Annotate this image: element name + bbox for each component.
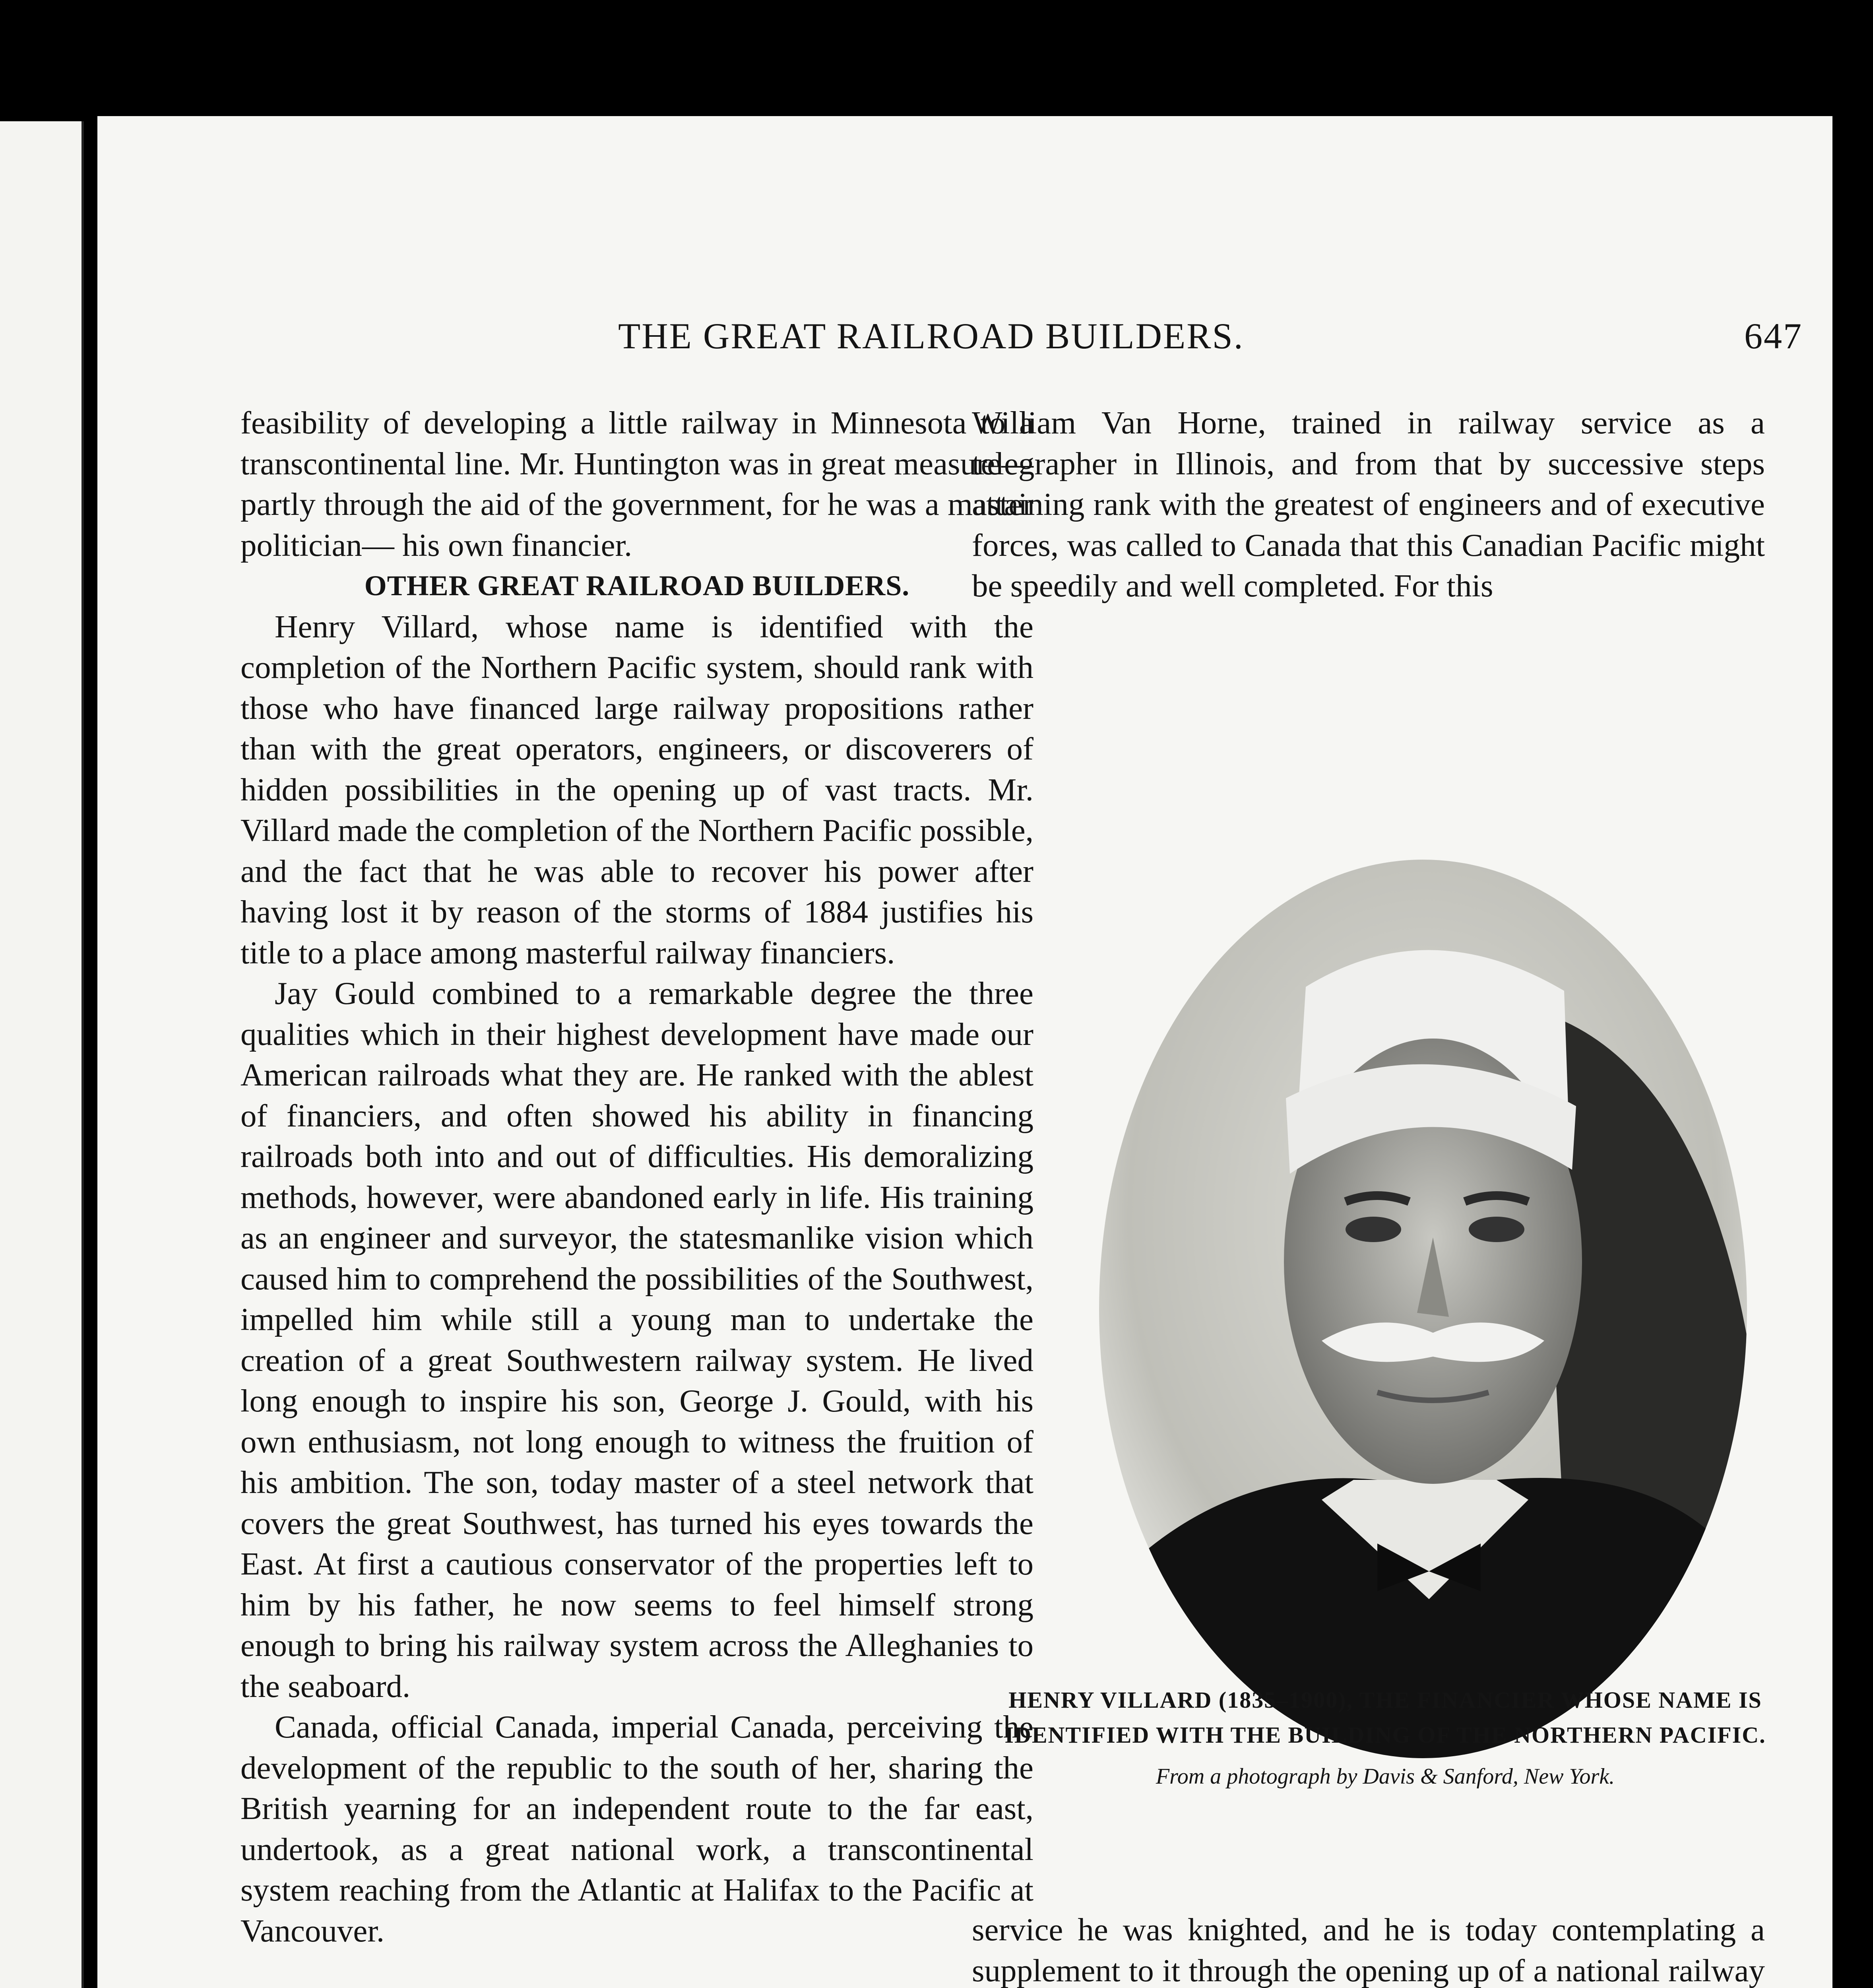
paragraph: service he was knighted, and he is today contemplating a supplement to it through the opening up of a national railway (972, 1912, 1765, 1988)
photo-credit: From a photograph by Davis & Sanford, New York. (1156, 1764, 1615, 1789)
right-column-bottom (972, 1909, 1765, 1988)
running-head: THE GREAT RAILROAD BUILDERS. (618, 316, 1244, 356)
paragraph: Canada, official Canada, imperial Canada, perceiving the development of the republic to the south of her, sharing the British yearning for an independent route to the far east, undertook, as a great national work, a transcontinental system reaching from the Atlantic at Halifax to the Pacific at Vancouver. (240, 1709, 1033, 1949)
section-heading: OTHER GREAT RAILROAD BUILDERS. (364, 570, 910, 602)
left-column (240, 402, 1033, 1951)
paragraph: Henry Villard, whose name is identified with the completion of the Northern Pacific system, should rank with those who have financed large railway propositions rather than with the great operators, engineers, or discoverers of hidden possibilities in the opening up of vast tracts. Mr. Villard made the completion of the Northern Pacific possible, and the fact that he was able to recover his power after having lost it by reason of the storms of 1884 justifies his title to a place among masterful railway financiers. (240, 608, 1033, 971)
paragraph: Jay Gould combined to a remarkable degree the three qualities which in their highest development have made our American railroads what they are. He ranked with the ablest of financiers, and often showed his ability in financing railroads both into and out of difficulties. His demoralizing methods, however, were abandoned early in life. His training as an engineer and surveyor, the statesmanlike vision which caused him to comprehend the possibilities of the Southwest, impelled him while still a young man to undertake the creation of a great Southwestern railway system. He lived long enough to inspire his son, George J. Gould, with his own enthusiasm, not long enough to witness the fruition of his ambition. The son, today master of a steel network that covers the great Southwest, has turned his eyes towards the East. At first a cautious conservator of the properties left to him by his father, he now seems to feel himself strong enough to bring his railway system across the Alleghanies to the seaboard. (240, 975, 1033, 1704)
page-number: 647 (1744, 316, 1803, 356)
portrait-figure (972, 720, 1799, 1893)
page-header (618, 315, 1803, 359)
paragraph: feasibility of developing a little railway in Minnesota to a transcontinental line. Mr. Huntington was in great measure— partly through the aid of the government, for he was a master politician— his own financier. (240, 405, 1033, 563)
book-page (97, 116, 1832, 1988)
previous-page-edge (0, 121, 84, 1988)
portrait-photo (1099, 860, 1747, 1758)
caption-text: HENRY VILLARD (1835–1900), THE FINANCIER WHOSE NAME IS IDENTIFIED WITH THE BUILDING OF THE NORTHERN PACIFIC. (1004, 1687, 1766, 1748)
portrait-caption (972, 1683, 1799, 1794)
right-column-top (972, 402, 1765, 606)
paragraph: William Van Horne, trained in railway service as a telegrapher in Illinois, and from that by successive steps attaining rank with the greatest of engineers and of executive forces, was called to Canada that this Canadian Pacific might be speedily and well completed. For this (972, 405, 1765, 604)
